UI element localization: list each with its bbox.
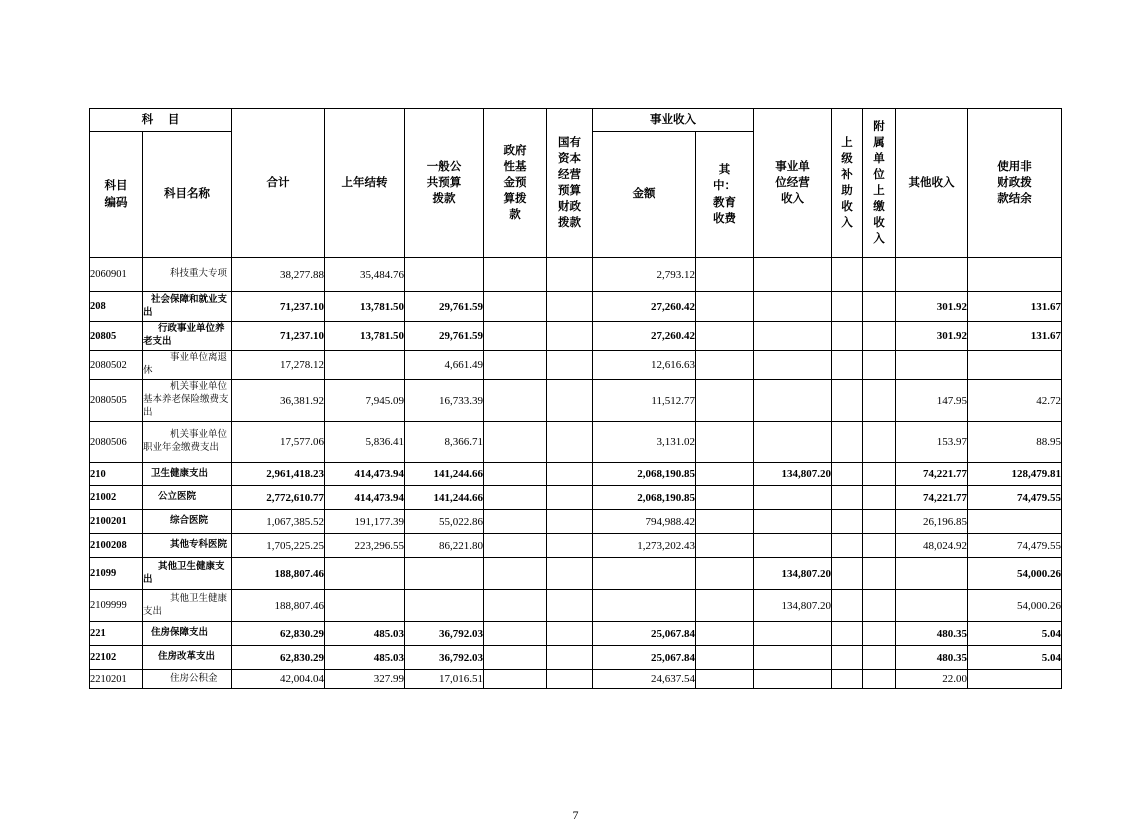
value-cell: 5,836.41 <box>325 422 405 463</box>
value-cell: 5.04 <box>968 646 1062 670</box>
header-affiliated-remit <box>863 109 896 258</box>
subject-name-cell: 公立医院 <box>143 486 232 510</box>
value-cell <box>696 590 754 622</box>
document-page <box>89 108 1062 822</box>
subject-name-cell: 卫生健康支出 <box>143 463 232 486</box>
header-amount <box>593 132 696 258</box>
value-cell: 17,577.06 <box>232 422 325 463</box>
value-cell <box>484 463 547 486</box>
value-cell <box>484 292 547 322</box>
value-cell <box>484 351 547 380</box>
value-cell: 414,473.94 <box>325 486 405 510</box>
value-cell <box>547 646 593 670</box>
value-cell: 2,772,610.77 <box>232 486 325 510</box>
value-cell <box>863 670 896 689</box>
value-cell: 26,196.85 <box>896 510 968 534</box>
value-cell <box>325 351 405 380</box>
value-cell: 485.03 <box>325 622 405 646</box>
header-subject-code-label: 科目编码 <box>104 180 128 209</box>
table-row <box>90 258 1062 292</box>
value-cell: 35,484.76 <box>325 258 405 292</box>
header-business-income-label: 事业收入 <box>650 113 696 126</box>
header-operating-income <box>754 109 832 258</box>
subject-code-cell: 2210201 <box>90 670 143 689</box>
value-cell <box>832 558 863 590</box>
header-subject-name <box>143 132 232 258</box>
table-row <box>90 510 1062 534</box>
value-cell: 485.03 <box>325 646 405 670</box>
value-cell <box>547 534 593 558</box>
header-other-income-label: 其他收入 <box>908 176 955 189</box>
value-cell <box>754 380 832 422</box>
subject-code-cell: 208 <box>90 292 143 322</box>
value-cell <box>325 558 405 590</box>
subject-code-cell: 210 <box>90 463 143 486</box>
header-total-label: 合计 <box>266 176 290 189</box>
value-cell: 24,637.54 <box>593 670 696 689</box>
value-cell <box>863 510 896 534</box>
value-cell <box>484 486 547 510</box>
header-prev-year-label: 上年结转 <box>341 176 388 189</box>
value-cell <box>863 380 896 422</box>
subject-code-cell: 2100208 <box>90 534 143 558</box>
value-cell <box>547 351 593 380</box>
value-cell <box>832 646 863 670</box>
value-cell <box>896 258 968 292</box>
subject-code-cell: 21099 <box>90 558 143 590</box>
value-cell <box>484 258 547 292</box>
table-row <box>90 558 1062 590</box>
subject-name-cell: 其他卫生健康支出 <box>143 590 232 622</box>
value-cell <box>754 351 832 380</box>
subject-name-cell: 综合医院 <box>143 510 232 534</box>
value-cell: 134,807.20 <box>754 463 832 486</box>
value-cell <box>754 622 832 646</box>
value-cell <box>484 590 547 622</box>
value-cell: 147.95 <box>896 380 968 422</box>
subject-name-cell: 其他专科医院 <box>143 534 232 558</box>
value-cell <box>696 622 754 646</box>
value-cell <box>754 322 832 351</box>
value-cell: 17,016.51 <box>405 670 484 689</box>
header-subject-group <box>90 109 232 132</box>
subject-name-cell: 社会保障和就业支出 <box>143 292 232 322</box>
subject-code-cell: 2080506 <box>90 422 143 463</box>
value-cell <box>754 646 832 670</box>
value-cell: 3,131.02 <box>593 422 696 463</box>
value-cell <box>968 510 1062 534</box>
value-cell <box>484 646 547 670</box>
value-cell <box>593 558 696 590</box>
value-cell <box>484 558 547 590</box>
header-govt-fund-label: 政府性基金预算拨款 <box>503 144 527 222</box>
value-cell <box>547 422 593 463</box>
subject-name-cell: 住房保障支出 <box>143 622 232 646</box>
value-cell: 188,807.46 <box>232 558 325 590</box>
value-cell: 48,024.92 <box>896 534 968 558</box>
value-cell <box>696 510 754 534</box>
value-cell <box>547 558 593 590</box>
value-cell <box>696 292 754 322</box>
value-cell <box>863 422 896 463</box>
value-cell: 1,705,225.25 <box>232 534 325 558</box>
value-cell: 74,221.77 <box>896 463 968 486</box>
value-cell: 38,277.88 <box>232 258 325 292</box>
value-cell <box>832 590 863 622</box>
value-cell: 29,761.59 <box>405 292 484 322</box>
header-non-fiscal-balance <box>968 109 1062 258</box>
value-cell <box>968 351 1062 380</box>
header-subject-name-label: 科目名称 <box>164 188 210 201</box>
table-row <box>90 622 1062 646</box>
value-cell: 7,945.09 <box>325 380 405 422</box>
value-cell <box>968 670 1062 689</box>
value-cell: 71,237.10 <box>232 322 325 351</box>
value-cell <box>832 258 863 292</box>
value-cell <box>863 351 896 380</box>
value-cell <box>696 486 754 510</box>
table-row <box>90 422 1062 463</box>
value-cell: 16,733.39 <box>405 380 484 422</box>
value-cell <box>832 422 863 463</box>
value-cell: 22.00 <box>896 670 968 689</box>
subject-code-cell: 2080505 <box>90 380 143 422</box>
subject-code-cell: 2109999 <box>90 590 143 622</box>
value-cell <box>405 258 484 292</box>
table-row <box>90 646 1062 670</box>
value-cell <box>896 558 968 590</box>
header-state-capital-budget <box>547 109 593 258</box>
value-cell: 74,221.77 <box>896 486 968 510</box>
value-cell <box>754 510 832 534</box>
value-cell: 327.99 <box>325 670 405 689</box>
value-cell: 29,761.59 <box>405 322 484 351</box>
value-cell <box>696 258 754 292</box>
value-cell <box>325 590 405 622</box>
value-cell <box>547 463 593 486</box>
value-cell <box>696 558 754 590</box>
value-cell <box>547 258 593 292</box>
value-cell: 301.92 <box>896 322 968 351</box>
value-cell: 74,479.55 <box>968 486 1062 510</box>
value-cell <box>696 422 754 463</box>
table-row <box>90 486 1062 510</box>
table-row <box>90 322 1062 351</box>
value-cell <box>832 510 863 534</box>
page-number: 7 <box>572 808 579 822</box>
value-cell <box>832 463 863 486</box>
value-cell: 134,807.20 <box>754 590 832 622</box>
header-affiliated-remit-label: 附属单位上缴收入 <box>873 120 885 246</box>
subject-name-cell: 机关事业单位基本养老保险缴费支出 <box>143 380 232 422</box>
value-cell <box>547 486 593 510</box>
value-cell: 36,381.92 <box>232 380 325 422</box>
subject-code-cell: 21002 <box>90 486 143 510</box>
value-cell: 88.95 <box>968 422 1062 463</box>
value-cell: 131.67 <box>968 292 1062 322</box>
value-cell <box>863 463 896 486</box>
value-cell: 42,004.04 <box>232 670 325 689</box>
header-operating-income-label: 事业单位经营收入 <box>775 160 810 206</box>
value-cell <box>863 322 896 351</box>
header-amount-label: 金额 <box>632 188 656 201</box>
value-cell <box>832 380 863 422</box>
value-cell: 54,000.26 <box>968 558 1062 590</box>
value-cell <box>832 622 863 646</box>
value-cell: 191,177.39 <box>325 510 405 534</box>
value-cell: 1,067,385.52 <box>232 510 325 534</box>
subject-code-cell: 2080502 <box>90 351 143 380</box>
value-cell: 27,260.42 <box>593 322 696 351</box>
value-cell <box>484 670 547 689</box>
value-cell <box>696 463 754 486</box>
value-cell <box>696 670 754 689</box>
value-cell: 480.35 <box>896 646 968 670</box>
value-cell: 414,473.94 <box>325 463 405 486</box>
value-cell <box>832 322 863 351</box>
value-cell: 25,067.84 <box>593 622 696 646</box>
header-business-income-group <box>593 109 754 132</box>
value-cell <box>754 670 832 689</box>
header-state-capital-label: 国有资本经营预算财政拨款 <box>558 136 581 230</box>
value-cell: 134,807.20 <box>754 558 832 590</box>
value-cell <box>863 558 896 590</box>
value-cell <box>696 322 754 351</box>
value-cell: 4,661.49 <box>405 351 484 380</box>
value-cell: 36,792.03 <box>405 622 484 646</box>
header-non-fiscal-label: 使用非财政拨款结余 <box>997 160 1032 206</box>
value-cell <box>896 590 968 622</box>
value-cell <box>754 422 832 463</box>
value-cell: 74,479.55 <box>968 534 1062 558</box>
table-row <box>90 590 1062 622</box>
value-cell <box>832 534 863 558</box>
value-cell: 2,961,418.23 <box>232 463 325 486</box>
subject-name-cell: 住房公积金 <box>143 670 232 689</box>
value-cell: 2,793.12 <box>593 258 696 292</box>
value-cell: 12,616.63 <box>593 351 696 380</box>
value-cell: 2,068,190.85 <box>593 463 696 486</box>
value-cell <box>754 486 832 510</box>
value-cell <box>547 622 593 646</box>
value-cell <box>547 380 593 422</box>
value-cell: 5.04 <box>968 622 1062 646</box>
budget-table <box>89 108 1062 689</box>
value-cell <box>863 292 896 322</box>
table-row <box>90 534 1062 558</box>
value-cell <box>863 486 896 510</box>
value-cell <box>484 510 547 534</box>
value-cell: 42.72 <box>968 380 1062 422</box>
value-cell: 11,512.77 <box>593 380 696 422</box>
header-subject-code <box>90 132 143 258</box>
value-cell: 2,068,190.85 <box>593 486 696 510</box>
value-cell: 301.92 <box>896 292 968 322</box>
subject-name-cell: 行政事业单位养老支出 <box>143 322 232 351</box>
header-general-public-label: 一般公共预算拨款 <box>426 160 462 206</box>
subject-code-cell: 221 <box>90 622 143 646</box>
value-cell: 71,237.10 <box>232 292 325 322</box>
value-cell <box>968 258 1062 292</box>
subject-name-cell: 其他卫生健康支出 <box>143 558 232 590</box>
subject-code-cell: 2060901 <box>90 258 143 292</box>
value-cell: 153.97 <box>896 422 968 463</box>
value-cell: 86,221.80 <box>405 534 484 558</box>
value-cell <box>863 258 896 292</box>
value-cell <box>863 590 896 622</box>
subject-name-cell: 事业单位离退休 <box>143 351 232 380</box>
table-row <box>90 292 1062 322</box>
value-cell: 62,830.29 <box>232 646 325 670</box>
value-cell <box>754 258 832 292</box>
value-cell <box>405 558 484 590</box>
value-cell: 54,000.26 <box>968 590 1062 622</box>
value-cell <box>832 351 863 380</box>
table-row <box>90 670 1062 689</box>
header-superior-subsidy-label: 上级补助收入 <box>841 136 853 230</box>
header-edu-fee <box>696 132 754 258</box>
value-cell: 8,366.71 <box>405 422 484 463</box>
subject-code-cell: 22102 <box>90 646 143 670</box>
header-other-income <box>896 109 968 258</box>
value-cell <box>547 292 593 322</box>
value-cell: 62,830.29 <box>232 622 325 646</box>
header-govt-fund-budget <box>484 109 547 258</box>
value-cell: 25,067.84 <box>593 646 696 670</box>
value-cell <box>547 322 593 351</box>
header-general-public-budget <box>405 109 484 258</box>
value-cell <box>696 534 754 558</box>
value-cell: 794,988.42 <box>593 510 696 534</box>
value-cell <box>863 622 896 646</box>
value-cell <box>484 422 547 463</box>
value-cell <box>754 534 832 558</box>
value-cell <box>547 590 593 622</box>
value-cell: 36,792.03 <box>405 646 484 670</box>
value-cell <box>547 510 593 534</box>
value-cell <box>593 590 696 622</box>
value-cell <box>896 351 968 380</box>
value-cell <box>696 351 754 380</box>
value-cell: 13,781.50 <box>325 322 405 351</box>
value-cell: 55,022.86 <box>405 510 484 534</box>
value-cell: 188,807.46 <box>232 590 325 622</box>
subject-code-cell: 2100201 <box>90 510 143 534</box>
value-cell <box>484 622 547 646</box>
subject-name-cell: 住房改革支出 <box>143 646 232 670</box>
value-cell <box>754 292 832 322</box>
value-cell <box>484 380 547 422</box>
value-cell <box>547 670 593 689</box>
value-cell <box>863 534 896 558</box>
value-cell <box>863 646 896 670</box>
header-superior-subsidy <box>832 109 863 258</box>
value-cell: 480.35 <box>896 622 968 646</box>
value-cell: 141,244.66 <box>405 486 484 510</box>
value-cell <box>832 292 863 322</box>
value-cell <box>696 646 754 670</box>
value-cell: 128,479.81 <box>968 463 1062 486</box>
subject-name-cell: 科技重大专项 <box>143 258 232 292</box>
subject-code-cell: 20805 <box>90 322 143 351</box>
value-cell: 141,244.66 <box>405 463 484 486</box>
header-edu-fee-label: 其中：教育收费 <box>713 164 736 225</box>
value-cell: 131.67 <box>968 322 1062 351</box>
table-row <box>90 380 1062 422</box>
value-cell <box>405 590 484 622</box>
header-subject-group-label: 科 目 <box>141 113 186 126</box>
table-row <box>90 351 1062 380</box>
value-cell <box>832 486 863 510</box>
subject-name-cell: 机关事业单位职业年金缴费支出 <box>143 422 232 463</box>
value-cell: 1,273,202.43 <box>593 534 696 558</box>
value-cell: 223,296.55 <box>325 534 405 558</box>
value-cell <box>484 322 547 351</box>
value-cell <box>484 534 547 558</box>
value-cell <box>832 670 863 689</box>
value-cell: 13,781.50 <box>325 292 405 322</box>
table-row <box>90 463 1062 486</box>
header-prev-year-carryover <box>325 109 405 258</box>
header-total <box>232 109 325 258</box>
value-cell <box>696 380 754 422</box>
value-cell: 27,260.42 <box>593 292 696 322</box>
value-cell: 17,278.12 <box>232 351 325 380</box>
